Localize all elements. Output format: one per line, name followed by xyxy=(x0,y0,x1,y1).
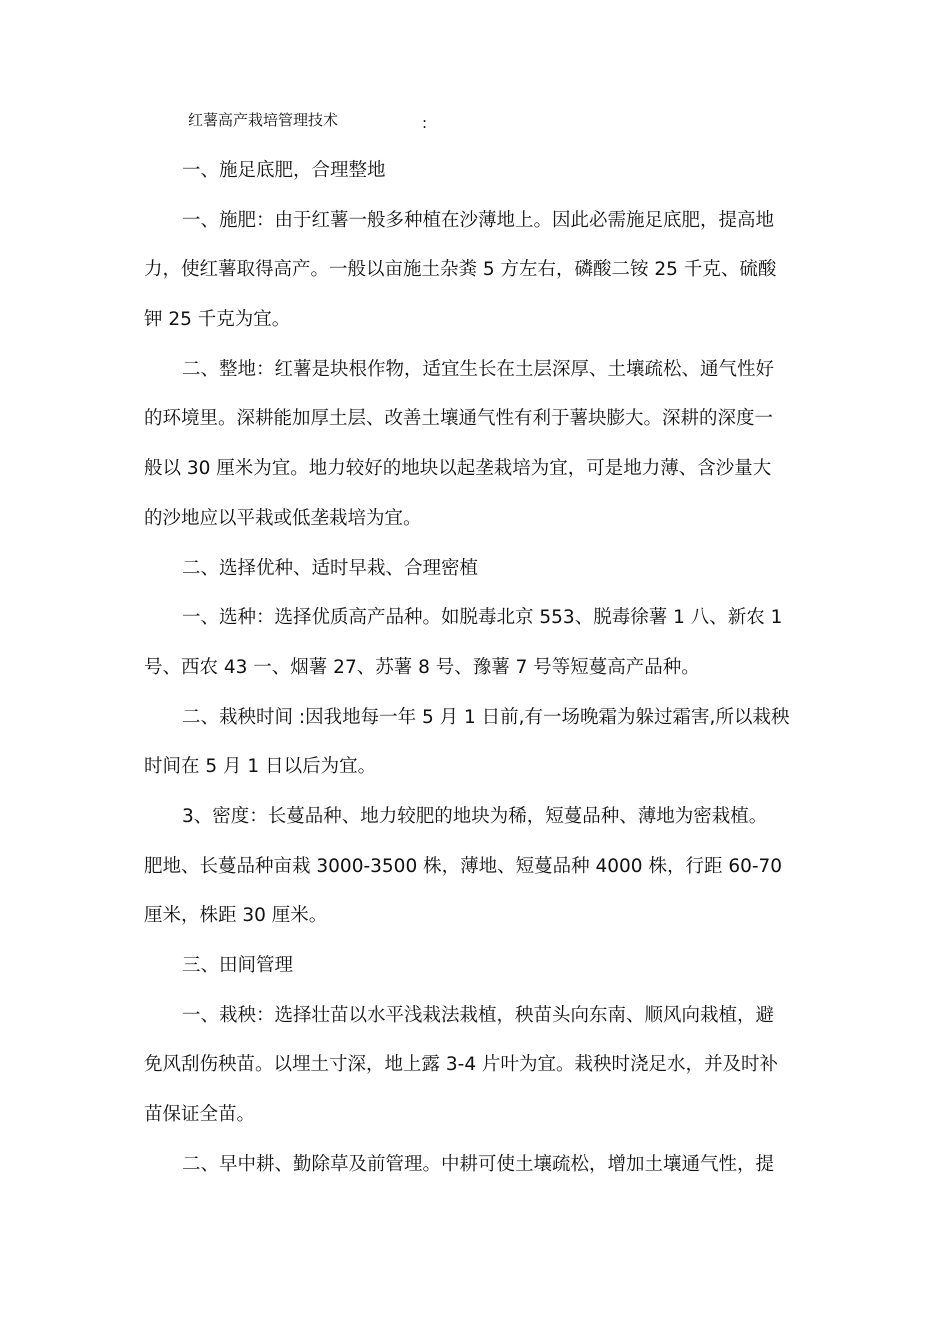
paragraph-line: 免风刮伤秧苗。以埋土寸深，地上露 3-4 片叶为宜。栽秧时浇足水，并及时补 xyxy=(144,1054,778,1076)
title-colon-mark: : xyxy=(422,114,428,132)
paragraph-line: 二、栽秧时间 :因我地每一年 5 月 1 日前,有一场晚霜为躲过霜害,所以栽秧 xyxy=(182,706,790,728)
paragraph-line: 时间在 5 月 1 日以后为宜。 xyxy=(144,756,377,778)
paragraph-line: 的沙地应以平栽或低垄栽培为宜。 xyxy=(144,507,422,529)
document-title: 红薯高产栽培管理技术 xyxy=(188,111,339,129)
paragraph-line: 二、整地：红薯是块根作物，适宜生长在土层深厚、土壤疏松、通气性好 xyxy=(182,358,775,380)
paragraph-line: 的环境里。深耕能加厚土层、改善土壤通气性有利于薯块膨大。深耕的深度一 xyxy=(144,408,774,430)
section-heading-1: 一、施足底肥，合理整地 xyxy=(182,160,386,181)
paragraph-line: 厘米，株距 30 厘米。 xyxy=(144,905,328,927)
paragraph-line: 3、密度：长蔓品种、地力较肥的地块为稀，短蔓品种、薄地为密栽植。 xyxy=(182,805,768,827)
paragraph-line: 钾 25 千克为宜。 xyxy=(144,309,291,331)
paragraph-line: 一、选种：选择优质高产品种。如脱毒北京 553、脱毒徐薯 1 八、新农 1 xyxy=(182,607,783,629)
paragraph-line: 苗保证全苗。 xyxy=(144,1104,256,1126)
paragraph-line: 号、西农 43 一、烟薯 27、苏薯 8 号、豫薯 7 号等短蔓高产品种。 xyxy=(144,656,700,678)
paragraph-line: 一、栽秧：选择壮苗以水平浅栽法栽植，秧苗头向东南、顺风向栽植，避 xyxy=(182,1004,775,1026)
section-heading-2: 二、选择优种、适时早栽、合理密植 xyxy=(182,557,479,579)
paragraph-line: 二、早中耕、勤除草及前管理。中耕可使土壤疏松，增加土壤通气性，提 xyxy=(182,1153,775,1175)
paragraph-line: 一、施肥：由于红薯一般多种植在沙薄地上。因此必需施足底肥，提高地 xyxy=(182,209,775,231)
paragraph-line: 力，使红薯取得高产。一般以亩施土杂粪 5 方左右，磷酸二铵 25 千克、硫酸 xyxy=(144,259,777,281)
section-heading-3: 三、田间管理 xyxy=(182,955,294,976)
paragraph-line: 般以 30 厘米为宜。地力较好的地块以起垄栽培为宜，可是地力薄、含沙量大 xyxy=(144,458,772,480)
document-body xyxy=(144,146,808,1189)
paragraph-line: 肥地、长蔓品种亩栽 3000-3500 株，薄地、短蔓品种 4000 株，行距 60-70 xyxy=(144,855,783,877)
